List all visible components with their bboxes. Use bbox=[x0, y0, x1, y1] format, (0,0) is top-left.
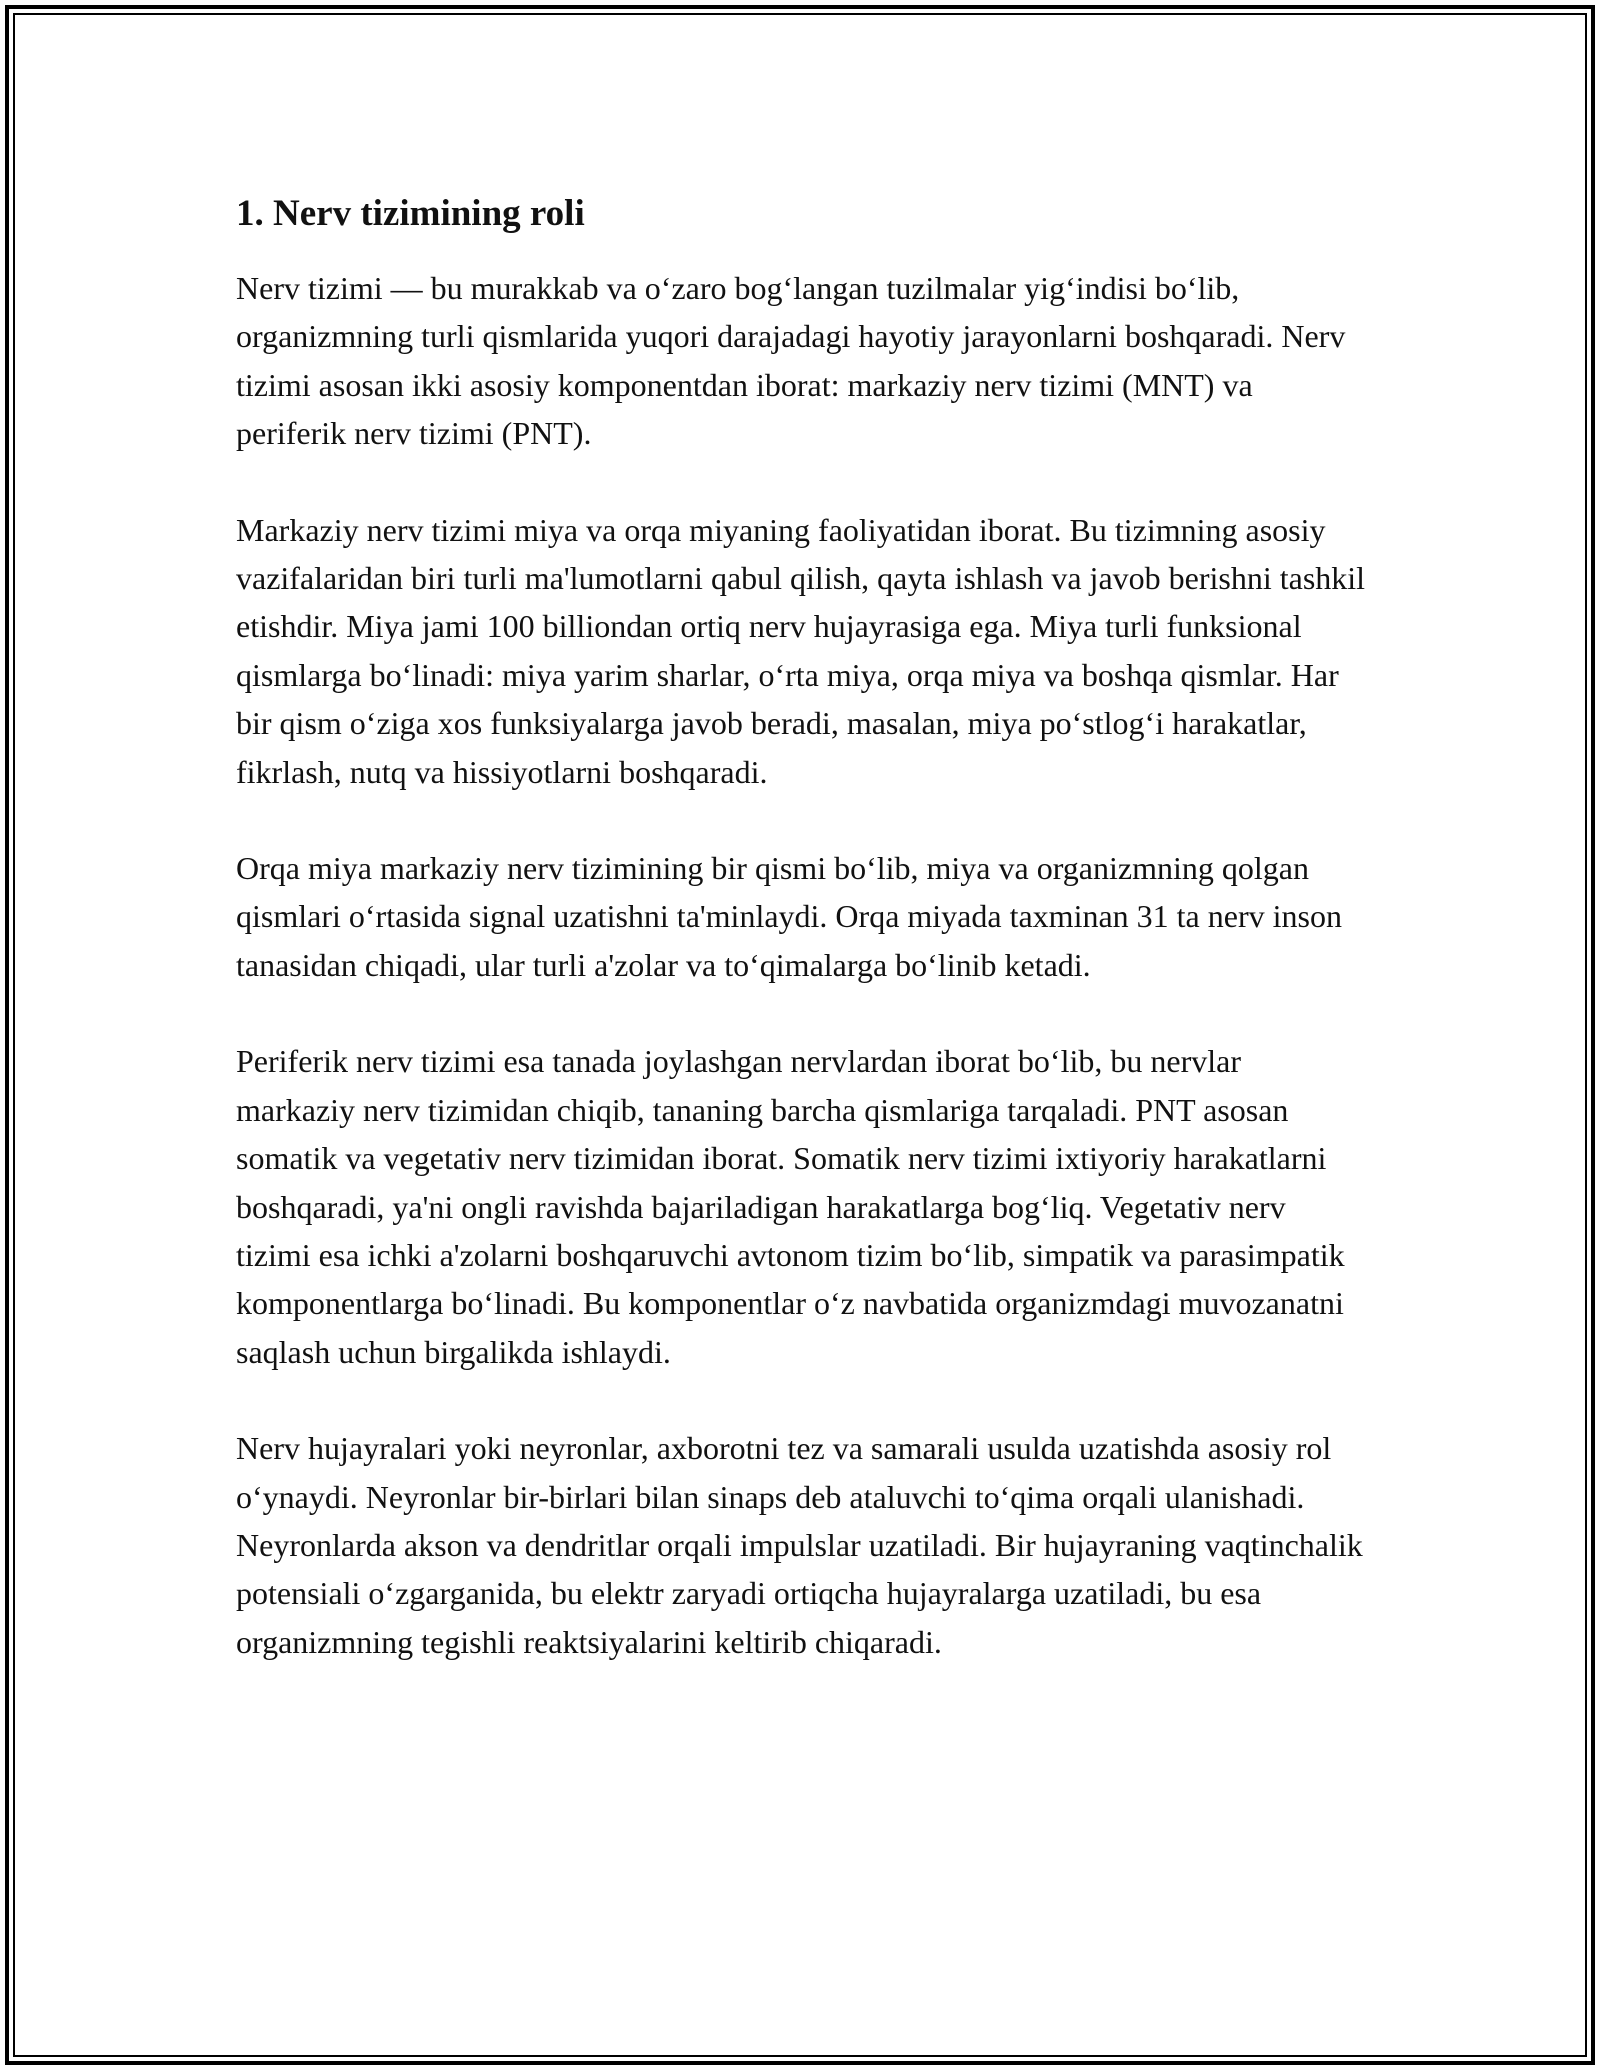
paragraph-spinal-cord: Orqa miya markaziy nerv tizimining bir qismi bo‘lib, miya va organizmning qolgan qismlari o‘rtasida signal uzatishni ta'minlaydi. Orqa miyada taxminan 31 ta nerv inson tanasidan chiqadi, ular turli a'zolar va to‘qimalarga bo‘linib ketadi. bbox=[236, 850, 1342, 983]
paragraph-neurons: Nerv hujayralari yoki neyronlar, axborotni tez va samarali usulda uzatishda asosiy rol o‘ynaydi. Neyronlar bir-birlari bilan sinaps deb ataluvchi to‘qima orqali ulanishadi. Neyronlarda akson va dendritlar orqali impulslar uzatiladi. Bir hujayraning vaqtinchalik potensiali o‘zgarganida, bu elektr zaryadi ortiqcha hujayralarga uzatiladi, bu esa organizmning tegishli reaktsiyalarini keltirib chiqaradi. bbox=[236, 1430, 1363, 1660]
section-heading: 1. Nerv tizimining roli bbox=[236, 193, 585, 234]
paragraph-intro: Nerv tizimi — bu murakkab va o‘zaro bog‘langan tuzilmalar yig‘indisi bo‘lib, organizmning turli qismlarida yuqori darajadagi hayotiy jarayonlarni boshqaradi. Nerv tizimi asosan ikki asosiy komponentdan iborat: markaziy nerv tizimi (MNT) va periferik nerv tizimi (PNT). bbox=[236, 270, 1346, 452]
paragraph-central-nervous-system: Markaziy nerv tizimi miya va orqa miyaning faoliyatidan iborat. Bu tizimning asosiy vazifalaridan biri turli ma'lumotlarni qabul qilish, qayta ishlash va javob berishni tashkil etishdir. Miya jami 100 billiondan ortiq nerv hujayrasiga ega. Miya turli funksional qismlarga bo‘linadi: miya yarim sharlar, o‘rta miya, orqa miya va boshqa qismlar. Har bir qism o‘ziga xos funksiyalarga javob beradi, masalan, miya po‘stlog‘i harakatlar, fikrlash, nutq va hissiyotlarni boshqaradi. bbox=[236, 511, 1366, 790]
paragraph-peripheral-nervous-system: Periferik nerv tizimi esa tanada joylashgan nervlardan iborat bo‘lib, bu nervlar markaziy nerv tizimidan chiqib, tananing barcha qismlariga tarqaladi. PNT asosan somatik va vegetativ nerv tizimidan iborat. Somatik nerv tizimi ixtiyoriy harakatlarni boshqaradi, ya'ni ongli ravishda bajariladigan harakatlarga bog‘liq. Vegetativ nerv tizimi esa ichki a'zolarni boshqaruvchi avtonom tizim bo‘lib, simpatik va parasimpatik komponentlarga bo‘linadi. Bu komponentlar o‘z navbatida organizmdagi muvozanatni saqlash uchun birgalikda ishlaydi. bbox=[236, 1043, 1345, 1370]
document-body bbox=[236, 186, 1366, 1714]
